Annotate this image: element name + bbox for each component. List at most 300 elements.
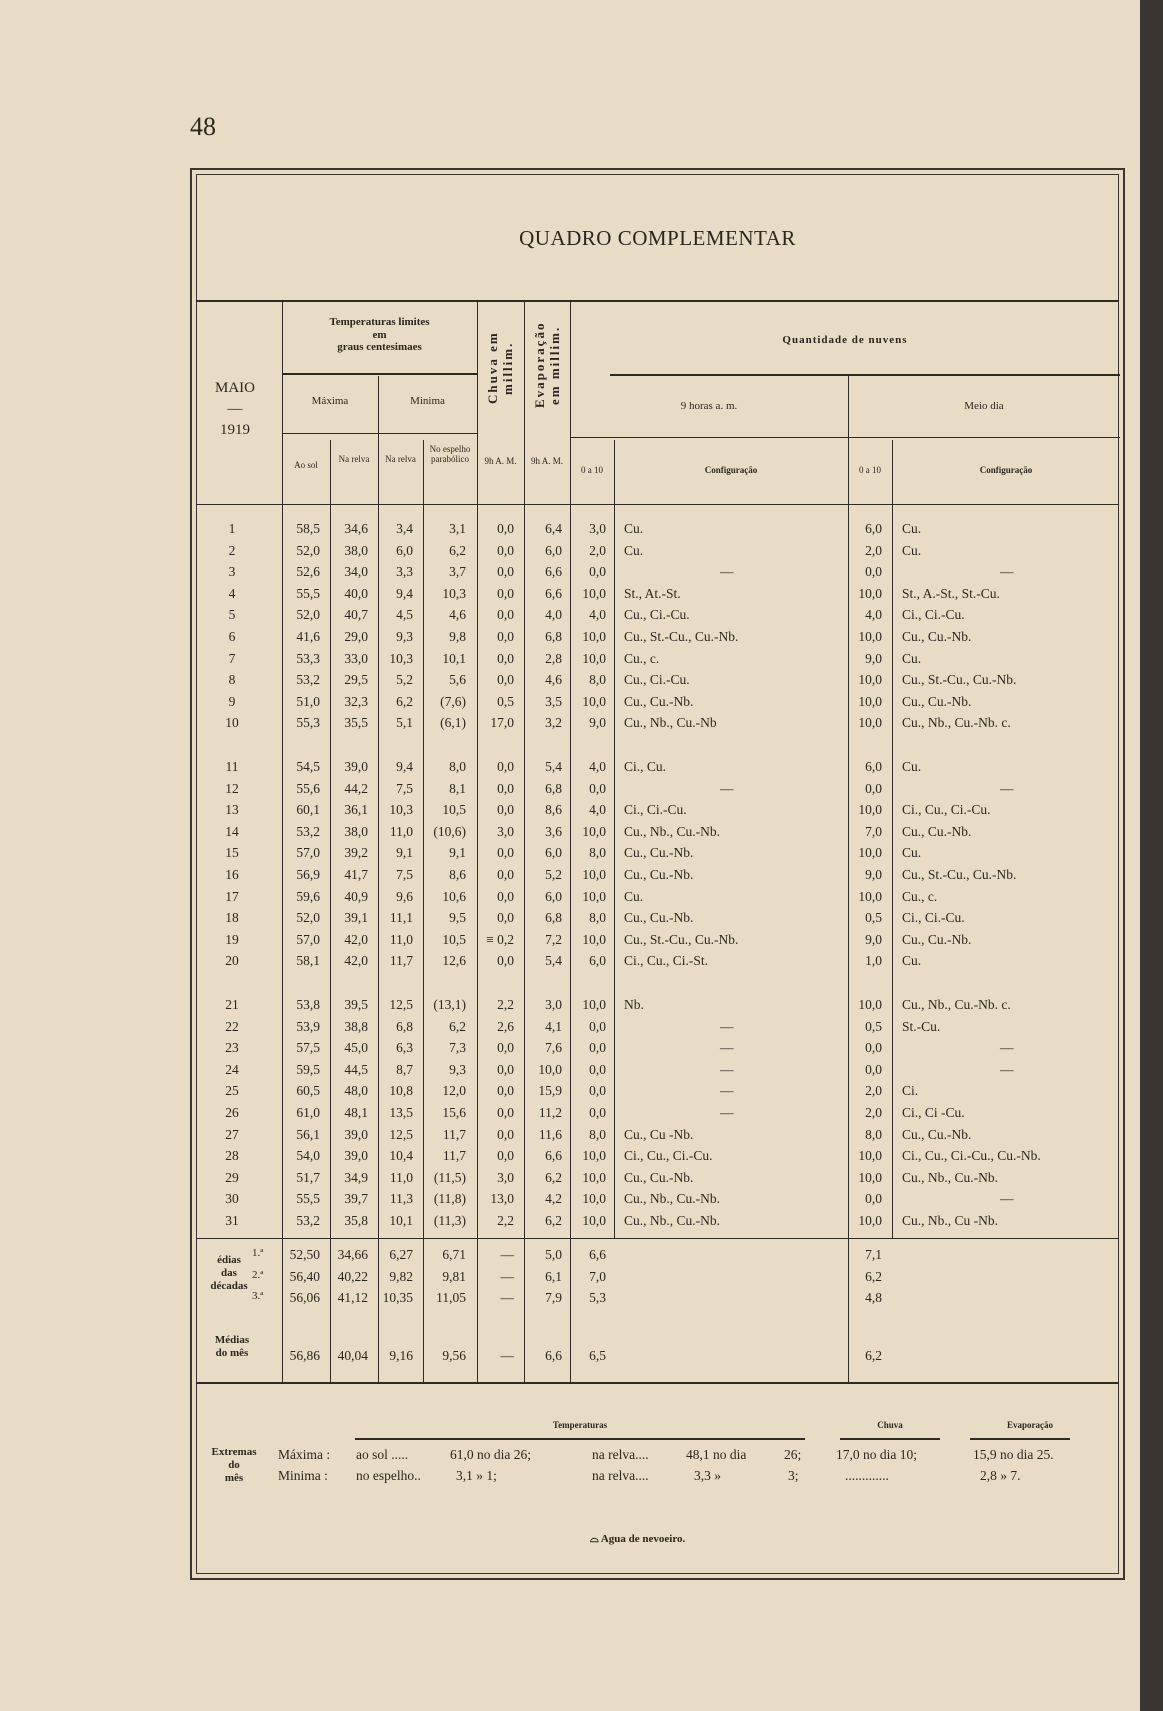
cell-evap: 3,2 [545,715,562,731]
cell-sol: 60,1 [296,802,320,818]
cell-sol: 60,5 [296,1083,320,1099]
extremes-evap-header: Evaporação [1007,1420,1053,1430]
cell-espelho: (6,1) [440,715,466,731]
day-number: 6 [228,629,236,644]
cell-config-9h: — [720,780,734,796]
cell-relva-min: 11,0 [389,823,413,839]
cell-config-9h: Cu., Nb., Cu.-Nb. [624,823,721,839]
cell-evap: 7,2 [545,931,562,947]
cell-relva-max: 39,5 [344,997,368,1012]
cell-relva-max: 41,12 [337,1290,368,1305]
month-label: MAIO — 1919 [215,380,255,438]
cell-sol: 51,0 [296,693,320,709]
cell-chuva: 0,0 [497,672,514,688]
cell-relva-max: 34,66 [337,1247,368,1262]
cell-nmd: 0,0 [865,780,882,796]
cell-chuva: 0,0 [497,585,514,601]
cell-sol: 58,5 [296,521,320,536]
cell-relva-min: 9,6 [396,888,413,904]
cell-n9: 6,6 [589,1247,606,1262]
cell-config-md: — [1000,1061,1014,1077]
cell-nmd: 10,0 [858,715,882,731]
cell-config-md: Cu., St.-Cu., Cu.-Nb. [902,672,1017,688]
extreme-min-e: 3; [788,1468,799,1483]
day-number: 24 [225,1061,239,1077]
cell-espelho: 8,0 [449,759,466,774]
table-row [196,953,1119,973]
cell-n9: 9,0 [589,715,606,731]
table-row [196,586,1119,606]
extreme-max-type: Máxima : [278,1447,331,1462]
table-row [196,715,1119,735]
cell-nmd: 9,0 [865,867,882,882]
cell-sol: 54,5 [296,759,320,774]
day-number: 30 [225,1191,239,1207]
cell-config-md: St., A.-St., St.-Cu. [902,585,1000,601]
cell-relva-max: 35,8 [344,1213,368,1228]
cell-sol: 52,50 [289,1247,320,1262]
cell-n9: 6,0 [589,953,606,969]
col-config-9h: Configuração [704,465,758,475]
cell-sol: 56,86 [289,1348,320,1363]
cell-config-md: Ci., Ci.-Cu. [902,607,965,623]
cell-relva-min: 6,8 [396,1018,413,1034]
cell-nmd: 10,0 [858,845,882,861]
cell-relva-min: 9,4 [396,759,413,774]
cell-relva-min: 6,0 [396,542,413,558]
cell-relva-min: 9,3 [396,629,413,644]
table-row [196,607,1119,627]
table-row [196,694,1119,714]
cell-chuva: 0,0 [497,629,514,644]
cell-config-md: Cu., c. [902,888,938,904]
cell-n9: 10,0 [582,888,606,904]
cell-nmd: 10,0 [858,693,882,709]
table-row [196,1019,1119,1039]
cell-sol: 59,5 [296,1061,320,1077]
cell-config-9h: Cu., Cu.-Nb. [624,910,694,926]
cell-n9: 10,0 [582,931,606,947]
cell-espelho: 6,2 [449,1018,466,1034]
cell-espelho: (7,6) [440,693,466,709]
table-row [196,889,1119,909]
cell-nmd: 6,0 [865,521,882,536]
cell-config-md: Ci., Ci -Cu. [902,1105,965,1120]
table-row [196,1247,1119,1267]
cell-relva-max: 33,0 [344,650,368,666]
cell-evap: 4,0 [545,607,562,623]
cell-n9: 4,0 [589,802,606,818]
cell-relva-max: 35,5 [344,715,368,731]
cell-evap: 4,1 [545,1018,562,1034]
cell-espelho: (11,5) [433,1169,466,1185]
cell-nmd: 7,0 [865,823,882,839]
cell-nmd: 6,2 [865,1348,882,1363]
cell-espelho: 10,6 [442,888,466,904]
table-row [196,1105,1119,1125]
cell-relva-max: 39,0 [344,1126,368,1142]
cell-n9: 8,0 [589,845,606,861]
cell-evap: 4,2 [545,1191,562,1207]
cell-espelho: 6,2 [449,542,466,558]
cell-nmd: 10,0 [858,585,882,601]
cell-espelho: 12,6 [442,953,466,969]
cell-chuva: 0,0 [497,1061,514,1077]
cell-config-md: Ci., Cu., Ci.-Cu. [902,802,991,818]
cell-nmd: 10,0 [858,1169,882,1185]
cell-relva-max: 45,0 [344,1040,368,1056]
cell-config-9h: — [720,1040,734,1056]
cell-relva-max: 40,0 [344,585,368,601]
cell-relva-max: 39,0 [344,759,368,774]
cell-chuva: 0,0 [497,521,514,536]
cell-evap: 5,0 [545,1247,562,1262]
cell-n9: 10,0 [582,693,606,709]
cell-chuva: 13,0 [490,1191,514,1207]
cell-chuva: 2,2 [497,1213,514,1228]
table-row [196,521,1119,541]
cell-evap: 6,8 [545,780,562,796]
cell-sol: 57,5 [296,1040,320,1056]
cell-espelho: 9,5 [449,910,466,926]
cell-config-9h: Ci., Cu. [624,759,667,774]
day-number: 11 [225,759,239,774]
col-chuva-9h: 9h A. M. [484,456,517,466]
cell-relva-max: 44,5 [344,1061,368,1077]
col-na-relva-min: Na relva [385,454,416,464]
cell-sol: 53,9 [296,1018,320,1034]
cell-sol: 56,9 [296,867,320,882]
page-title: QUADRO COMPLEMENTAR [519,226,796,250]
cell-nmd: 6,2 [865,1268,882,1284]
extremes-rain-header: Chuva [877,1420,903,1430]
cell-config-9h: Cu., Cu.-Nb. [624,845,694,861]
cell-relva-min: 6,27 [389,1247,413,1262]
cell-config-md: — [1000,564,1014,580]
extreme-max-b: 61,0 no dia 26; [450,1447,531,1462]
cell-relva-max: 40,04 [337,1348,368,1363]
cell-n9: 7,0 [589,1268,606,1284]
cell-sol: 56,40 [289,1268,320,1284]
cell-espelho: (11,3) [433,1213,466,1228]
day-number: 15 [225,845,239,861]
cell-relva-max: 39,7 [344,1191,368,1207]
cell-config-md: — [1000,1191,1014,1207]
cell-sol: 51,7 [296,1169,320,1185]
table-row [196,910,1119,930]
cell-evap: 7,9 [545,1290,562,1305]
extreme-min-d: 3,3 » [694,1468,721,1483]
cell-relva-min: 11,0 [389,931,413,947]
table-row [196,1348,1119,1368]
col-ao-sol: Ao sol [294,460,318,470]
table-row [196,997,1119,1017]
day-number: 12 [225,780,239,796]
day-number: 13 [225,802,239,818]
cell-n9: 0,0 [589,780,606,796]
cell-relva-min: 3,3 [396,564,413,580]
cell-config-9h: Cu., Cu.-Nb. [624,867,694,882]
day-number: 1 [228,521,236,536]
table-row [196,932,1119,952]
cell-espelho: (13,1) [433,997,466,1012]
cell-n9: 10,0 [582,1213,606,1228]
table-row [196,1213,1119,1233]
clouds-header: Quantidade de nuvens [782,334,908,346]
cell-evap: 6,6 [545,564,562,580]
cell-config-md: Ci., Ci.-Cu. [902,910,965,926]
extreme-min-rain: ............. [845,1468,889,1483]
cell-nmd: 2,0 [865,542,882,558]
cell-config-md: Cu., St.-Cu., Cu.-Nb. [902,867,1017,882]
cell-config-md: Ci., Cu., Ci.-Cu., Cu.-Nb. [902,1148,1041,1164]
table-row [196,867,1119,887]
cell-chuva: 0,0 [497,867,514,882]
fog-water-icon: ⌓ [590,1533,599,1545]
col-na-relva-max: Na relva [338,454,370,464]
cell-nmd: 1,0 [865,953,882,969]
table-row [196,759,1119,779]
cell-evap: 8,6 [545,802,562,818]
cell-config-md: Cu., Nb., Cu.-Nb. c. [902,997,1011,1012]
cell-relva-max: 42,0 [344,953,368,969]
cell-relva-max: 41,7 [344,867,368,882]
cell-sol: 61,0 [296,1105,320,1120]
cell-chuva: — [500,1290,514,1305]
footnote: ⌓ Agua de nevoeiro. [590,1533,686,1545]
cell-config-md: Cu., Cu.-Nb. [902,931,972,947]
cell-espelho: 10,5 [442,802,466,818]
cell-relva-max: 36,1 [344,802,368,818]
cell-evap: 5,2 [545,867,562,882]
extremes-temp-header: Temperaturas [552,1420,608,1430]
cell-espelho: 12,0 [442,1083,466,1099]
cell-evap: 10,0 [538,1061,562,1077]
cell-sol: 52,0 [296,910,320,926]
cell-nmd: 10,0 [858,672,882,688]
cell-relva-min: 9,82 [389,1268,413,1284]
cell-evap: 6,6 [545,1348,562,1363]
cell-evap: 6,1 [545,1268,562,1284]
cell-config-9h: — [720,1061,734,1077]
cell-chuva: 0,0 [497,888,514,904]
day-number: 31 [225,1213,239,1228]
table-row [196,1290,1119,1310]
cell-n9: 10,0 [582,997,606,1012]
table-row [196,845,1119,865]
cell-n9: 0,0 [589,1040,606,1056]
cell-relva-max: 39,2 [344,845,368,861]
cell-relva-min: 10,3 [389,650,413,666]
cell-sol: 53,2 [296,823,320,839]
cell-n9: 0,0 [589,1061,606,1077]
cell-sol: 52,6 [296,564,320,580]
table-row [196,1127,1119,1147]
cell-nmd: 0,0 [865,1061,882,1077]
cell-sol: 53,3 [296,650,320,666]
cell-config-9h: Cu., Cu -Nb. [624,1126,694,1142]
table-row [196,543,1119,563]
cell-sol: 55,5 [296,585,320,601]
extreme-min-a: no espelho.. [356,1468,421,1483]
cell-n9: 0,0 [589,1105,606,1120]
cell-espelho: 4,6 [449,607,466,623]
decade-index: 2.ª [252,1268,264,1281]
cell-chuva: 0,0 [497,1126,514,1142]
table-row [196,651,1119,671]
cell-espelho: 9,1 [449,845,466,861]
cell-relva-max: 34,6 [344,521,368,536]
cell-nmd: 10,0 [858,1213,882,1228]
cell-sol: 57,0 [296,845,320,861]
cell-config-9h: Ci., Cu., Ci.-St. [624,953,709,969]
minima-header: Minima [410,395,445,407]
cell-relva-max: 29,5 [344,672,368,688]
cell-nmd: 10,0 [858,629,882,644]
cell-relva-min: 12,5 [389,1126,413,1142]
cell-relva-min: 10,35 [382,1290,413,1305]
cell-sol: 52,0 [296,542,320,558]
maxima-header: Máxima [311,395,349,407]
cell-config-md: Cu., Nb., Cu -Nb. [902,1213,999,1228]
cell-config-9h: St., At.-St. [624,585,681,601]
month-mean-label: Médias do mês [214,1334,250,1360]
cell-chuva: 0,0 [497,1083,514,1099]
cell-evap: 11,6 [538,1126,562,1142]
cell-sol: 52,0 [296,607,320,623]
cell-n9: 2,0 [589,542,606,558]
day-number: 16 [225,867,239,882]
cell-nmd: 0,0 [865,1191,882,1207]
cell-chuva: — [500,1247,514,1262]
cell-nmd: 4,8 [865,1290,882,1305]
day-number: 4 [228,585,236,601]
cell-config-md: Cu., Nb., Cu.-Nb. [902,1169,999,1185]
cell-evap: 6,2 [545,1169,562,1185]
cell-nmd: 2,0 [865,1105,882,1120]
cell-relva-max: 39,0 [344,1148,368,1164]
cell-evap: 6,0 [545,542,562,558]
day-number: 29 [225,1169,239,1185]
cell-relva-max: 39,1 [344,910,368,926]
cell-relva-min: 5,1 [396,715,413,731]
day-number: 8 [228,672,236,688]
decades-label: édias das décadas [210,1254,248,1293]
cell-relva-min: 9,1 [396,845,413,861]
cell-chuva: ≡ 0,2 [486,931,514,947]
cell-espelho: 9,81 [442,1268,466,1284]
cell-nmd: 10,0 [858,997,882,1012]
cell-n9: 8,0 [589,672,606,688]
cell-relva-min: 5,2 [396,672,413,688]
cell-nmd: 9,0 [865,650,882,666]
cell-sol: 58,1 [296,953,320,969]
cell-relva-min: 6,3 [396,1040,413,1056]
cell-n9: 5,3 [589,1290,606,1305]
cell-config-9h: Cu., St.-Cu., Cu.-Nb. [624,931,739,947]
cell-relva-max: 42,0 [344,931,368,947]
cell-evap: 4,6 [545,672,562,688]
extremes-label: Extremas do mês [211,1446,257,1485]
cell-chuva: 0,0 [497,953,514,969]
cell-n9: 4,0 [589,759,606,774]
cell-evap: 3,0 [545,997,562,1012]
extreme-min-evap: 2,8 » 7. [980,1468,1021,1483]
col-evap-9h: 9h A. M. [530,456,563,466]
cell-relva-max: 38,8 [344,1018,368,1034]
cell-n9: 10,0 [582,1148,606,1164]
cell-sol: 41,6 [296,629,320,644]
extreme-max-rain: 17,0 no dia 10; [836,1447,917,1462]
cell-relva-max: 48,1 [344,1105,368,1120]
cell-nmd: 9,0 [865,931,882,947]
cell-n9: 10,0 [582,867,606,882]
cell-relva-max: 34,9 [344,1169,368,1185]
cell-relva-max: 34,0 [344,564,368,580]
cell-sol: 56,1 [296,1126,320,1142]
day-number: 10 [225,715,239,731]
cell-config-md: Cu. [902,845,922,861]
cell-evap: 6,6 [545,585,562,601]
cell-relva-min: 7,5 [396,780,413,796]
cell-relva-max: 38,0 [344,542,368,558]
day-number: 2 [228,542,236,558]
table-row [196,1040,1119,1060]
cell-espelho: (11,8) [433,1191,466,1207]
cell-chuva: 0,0 [497,845,514,861]
cell-chuva: 0,0 [497,564,514,580]
day-number: 26 [225,1105,239,1120]
day-number: 18 [225,910,239,926]
page-number: 48 [190,112,216,141]
cell-n9: 10,0 [582,585,606,601]
cell-evap: 11,2 [538,1105,562,1120]
rain-header: Chuva em millim. [485,331,515,405]
cell-evap: 5,4 [545,759,562,774]
cell-evap: 6,2 [545,1213,562,1228]
cell-chuva: 0,5 [497,693,514,709]
cell-nmd: 7,1 [865,1247,882,1262]
cell-espelho: 9,56 [442,1348,466,1363]
day-number: 14 [225,823,239,839]
cell-evap: 2,8 [545,650,562,666]
cell-evap: 6,0 [545,888,562,904]
cell-sol: 53,2 [296,1213,320,1228]
cell-config-9h: Cu., Cu.-Nb. [624,693,694,709]
col-espelho: No espelho parabólico [429,444,471,465]
cell-config-9h: Cu., Ci.-Cu. [624,607,690,623]
cell-n9: 10,0 [582,629,606,644]
cell-config-9h: Nb. [624,997,644,1012]
table-row [196,629,1119,649]
cell-config-md: — [1000,780,1014,796]
cell-relva-min: 8,7 [396,1061,413,1077]
cell-config-9h: — [720,564,734,580]
cell-evap: 6,6 [545,1148,562,1164]
cell-n9: 4,0 [589,607,606,623]
cell-config-9h: Ci., Ci.-Cu. [624,802,687,818]
cell-relva-min: 4,5 [396,607,413,623]
cell-relva-min: 10,3 [389,802,413,818]
day-number: 28 [225,1148,239,1164]
decade-index: 3.ª [252,1290,264,1302]
cell-config-md: Cu., Cu.-Nb. [902,693,972,709]
cell-sol: 54,0 [296,1148,320,1164]
decade-index: 1.ª [252,1247,264,1259]
cell-n9: 8,0 [589,910,606,926]
cell-espelho: 11,05 [436,1290,466,1305]
cell-config-9h: Cu. [624,888,644,904]
